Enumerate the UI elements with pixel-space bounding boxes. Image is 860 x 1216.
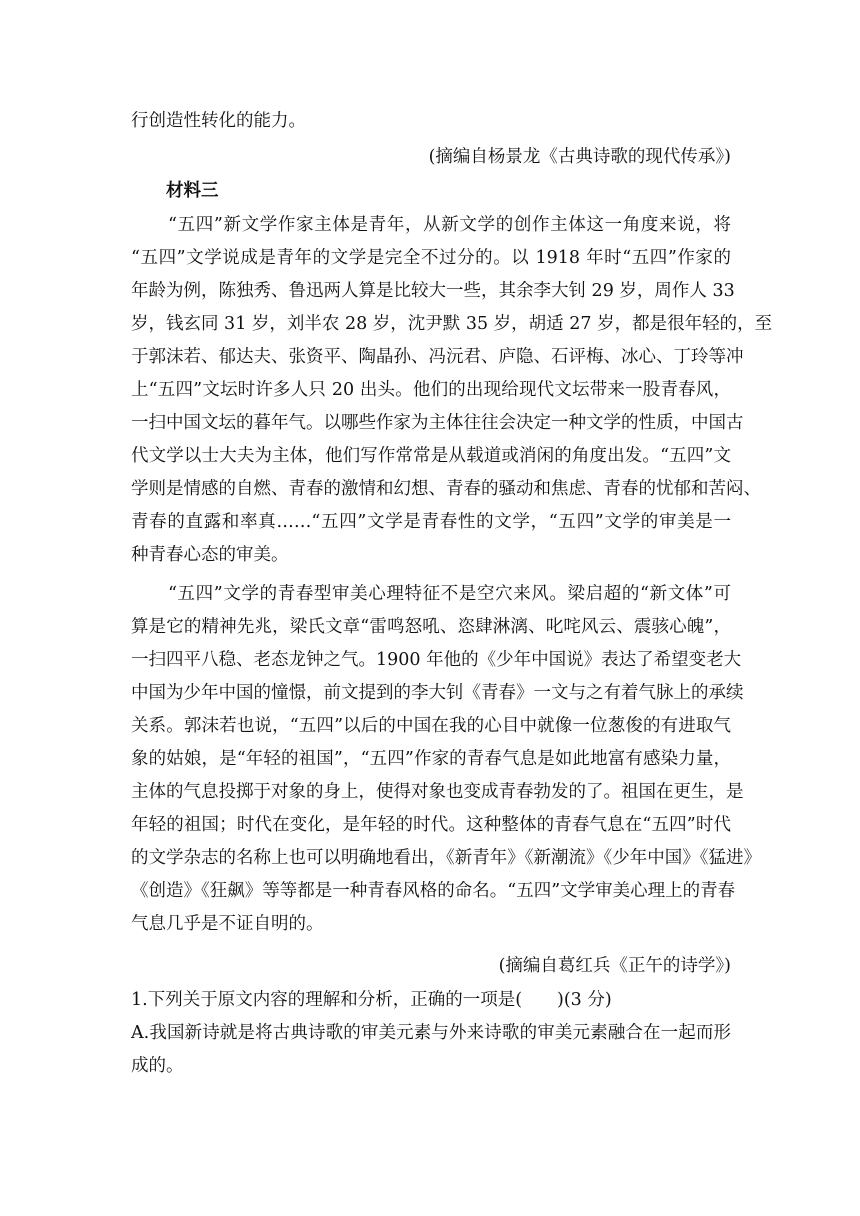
text-line: 代文学以士大夫为主体，他们写作常常是从载道或消闲的角度出发。“五四”文 bbox=[131, 446, 731, 466]
text-line: 的文学杂志的名称上也可以明确地看出，《新青年》《新潮流》《少年中国》《猛进》 bbox=[131, 848, 761, 868]
answer-option-a: A.我国新诗就是将古典诗歌的审美元素与外来诗歌的审美元素融合在一起而形 bbox=[131, 1023, 731, 1043]
text-line: 象的姑娘，是“年轻的祖国”，“五四”作家的青春气息是如此地富有感染力量， bbox=[131, 749, 731, 769]
source-citation: (摘编自杨景龙《古典诗歌的现代传承》) bbox=[428, 147, 731, 167]
section-heading: 材料三 bbox=[166, 181, 219, 201]
text-line: 气息几乎是不证自明的。 bbox=[131, 914, 324, 934]
text-line: 一扫中国文坛的暮年气。以哪些作家为主体往往会决定一种文学的性质，中国古 bbox=[131, 413, 744, 433]
source-citation: (摘编自葛红兵《正午的诗学》) bbox=[498, 956, 731, 976]
text-line: 岁，钱玄同 31 岁，刘半农 28 岁，沈尹默 35 岁，胡适 27 岁，都是很年轻的，至 bbox=[131, 314, 773, 334]
text-line: 主体的气息投掷于对象的身上，使得对象也变成青春勃发的了。祖国在更生，是 bbox=[131, 782, 744, 802]
text-line: 青春的直露和率真……“五四”文学是青春性的文学，“五四”文学的审美是一 bbox=[131, 512, 731, 532]
text-line: 关系。郭沫若也说，“五四”以后的中国在我的心目中就像一位葱俊的有进取气 bbox=[131, 716, 731, 736]
text-line: “五四”文学的青春型审美心理特征不是空穴来风。梁启超的“新文体”可 bbox=[168, 584, 731, 604]
text-line: 年轻的祖国；时代在变化，是年轻的时代。这种整体的青春气息在“五四”时代 bbox=[131, 815, 731, 835]
text-line: 行创造性转化的能力。 bbox=[131, 111, 306, 131]
text-line: 《创造》《狂飙》等等都是一种青春风格的命名。“五四”文学审美心理上的青春 bbox=[131, 881, 736, 901]
text-line: 一扫四平八稳、老态龙钟之气。1900 年他的《少年中国说》表达了希望变老大 bbox=[131, 650, 742, 670]
text-line: 算是它的精神先兆，梁氏文章“雷鸣怒吼、恣肆淋漓、叱咤风云、震骇心魄”， bbox=[131, 617, 731, 637]
text-line: 学则是情感的自燃、青春的激情和幻想、青春的骚动和焦虑、青春的忧郁和苦闷、 bbox=[131, 479, 761, 499]
question-stem: 1.下列关于原文内容的理解和分析，正确的一项是( )(3 分) bbox=[131, 990, 612, 1010]
text-line: 中国为少年中国的憧憬，前文提到的李大钊《青春》一文与之有着气脉上的承续 bbox=[131, 683, 744, 703]
text-line: “五四”文学说成是青年的文学是完全不过分的。以 1918 年时“五四”作家的 bbox=[131, 248, 731, 268]
text-line: 种青春心态的审美。 bbox=[131, 545, 289, 565]
text-line: 于郭沫若、郁达夫、张资平、陶晶孙、冯沅君、庐隐、石评梅、冰心、丁玲等冲 bbox=[131, 347, 744, 367]
text-line: “五四”新文学作家主体是青年，从新文学的创作主体这一角度来说，将 bbox=[168, 215, 731, 235]
answer-option-a-continued: 成的。 bbox=[131, 1056, 184, 1076]
text-line: 年龄为例，陈独秀、鲁迅两人算是比较大一些，其余李大钊 29 岁，周作人 33 bbox=[131, 281, 735, 301]
text-line: 上“五四”文坛时许多人只 20 出头。他们的出现给现代文坛带来一股青春风， bbox=[131, 380, 731, 400]
